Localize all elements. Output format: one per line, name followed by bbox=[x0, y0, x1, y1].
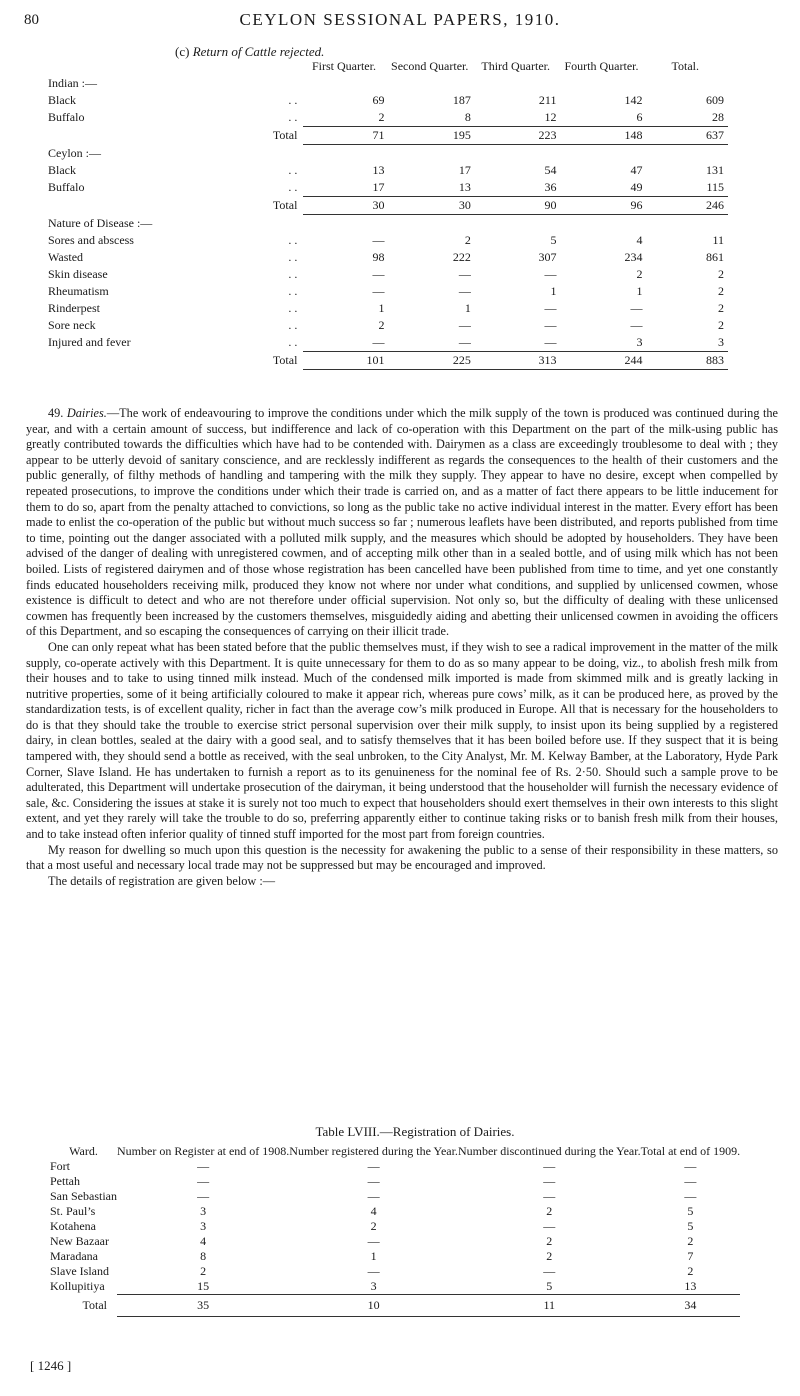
row-label: Injured and fever bbox=[48, 335, 131, 350]
table-row bbox=[50, 1219, 740, 1234]
table-row bbox=[48, 162, 728, 179]
table-cell: 8 bbox=[200, 1249, 207, 1263]
table-row bbox=[48, 249, 728, 266]
row-label-spacer bbox=[48, 352, 241, 370]
total-row bbox=[48, 352, 728, 370]
total-cell: 244 bbox=[560, 352, 646, 370]
column-header: Ward. bbox=[69, 1144, 98, 1158]
ward-name: Slave Island bbox=[50, 1264, 109, 1278]
table-cell: 1 bbox=[370, 1249, 377, 1263]
table-cell: 2 bbox=[718, 301, 724, 315]
paragraph-text: My reason for dwelling so much upon this question is the necessity for awakening the public to a sense of their responsibility in these matters, so that a most useful and necessary local trade may not be suppressed but may be encouraged and improved. bbox=[26, 842, 778, 873]
row-label: Buffalo bbox=[48, 110, 85, 125]
column-header: Total. bbox=[671, 59, 700, 73]
table-row bbox=[50, 1174, 740, 1189]
ward-name: Fort bbox=[50, 1159, 71, 1173]
row-dots: . . bbox=[288, 93, 298, 107]
row-dots: . . bbox=[288, 233, 298, 247]
table-cell: 131 bbox=[706, 163, 724, 177]
table-cell: — bbox=[197, 1189, 210, 1203]
table-cell: 3 bbox=[200, 1219, 207, 1233]
table-cell: 4 bbox=[370, 1204, 377, 1218]
table-cell: — bbox=[367, 1189, 380, 1203]
paragraph-text: The details of registration are given below :— bbox=[48, 873, 276, 888]
cattle-table-prefix: (c) bbox=[175, 44, 190, 59]
table-cell: 234 bbox=[624, 250, 643, 264]
row-dots: . . bbox=[288, 250, 298, 264]
row-label: Wasted bbox=[48, 250, 84, 264]
table-cell: 12 bbox=[475, 109, 561, 127]
row-dots: . . bbox=[288, 301, 298, 315]
table-row bbox=[50, 1189, 740, 1204]
table-cell: 54 bbox=[544, 163, 557, 177]
table-cell: — bbox=[367, 1159, 380, 1173]
row-dots: . . bbox=[288, 163, 298, 177]
total-cell: 96 bbox=[560, 197, 646, 215]
table-row bbox=[48, 92, 728, 109]
table-row bbox=[50, 1159, 740, 1174]
table-cell: — bbox=[543, 1159, 556, 1173]
header-spacer bbox=[48, 58, 241, 75]
total-cell: 195 bbox=[389, 127, 475, 145]
table-cell: 3 bbox=[200, 1204, 207, 1218]
row-label: Sore neck bbox=[48, 318, 96, 332]
table-cell: — bbox=[543, 1189, 556, 1203]
table-cell: 2 bbox=[546, 1249, 553, 1263]
table-cell: 17 bbox=[303, 179, 388, 197]
table-cell: — bbox=[303, 334, 388, 352]
table-cell: 2 bbox=[200, 1264, 207, 1278]
total-row bbox=[48, 127, 728, 145]
table-row bbox=[50, 1204, 740, 1219]
table-cell: — bbox=[458, 284, 471, 298]
total-cell: 246 bbox=[647, 197, 728, 215]
table-cell: — bbox=[458, 267, 471, 281]
total-cell: 148 bbox=[560, 127, 646, 145]
table-row bbox=[48, 232, 728, 249]
total-label: Total bbox=[82, 1298, 107, 1312]
table-cell: — bbox=[630, 318, 643, 332]
ward-name: San Sebastian bbox=[50, 1189, 117, 1203]
table-cell: — bbox=[684, 1174, 697, 1188]
table-cell: 222 bbox=[452, 250, 471, 264]
table-cell: 2 bbox=[636, 267, 643, 281]
paragraph bbox=[26, 874, 778, 890]
table-cell: — bbox=[630, 301, 643, 315]
table-row bbox=[48, 283, 728, 300]
table-cell: 15 bbox=[117, 1279, 289, 1295]
row-dots: . . bbox=[288, 110, 298, 125]
total-cell: 34 bbox=[641, 1295, 740, 1317]
cattle-rejected-table bbox=[48, 58, 728, 370]
total-cell: 883 bbox=[647, 352, 728, 370]
table-cell: — bbox=[544, 267, 557, 281]
table-row bbox=[48, 317, 728, 334]
table-row bbox=[48, 334, 728, 352]
paragraph bbox=[26, 406, 778, 640]
table-row bbox=[50, 1234, 740, 1249]
cattle-table-header-row bbox=[48, 58, 728, 75]
table-cell: 5 bbox=[687, 1219, 694, 1233]
total-cell: 71 bbox=[303, 127, 388, 145]
total-cell: 637 bbox=[647, 127, 728, 145]
ward-name: Kotahena bbox=[50, 1219, 96, 1233]
table-cell: — bbox=[544, 318, 557, 332]
table-cell: — bbox=[197, 1159, 210, 1173]
group-heading: Ceylon :— bbox=[48, 146, 101, 160]
row-label: Rinderpest bbox=[48, 301, 100, 315]
table-cell: 1 bbox=[550, 284, 557, 298]
table-cell: 2 bbox=[370, 1219, 377, 1233]
table-row bbox=[50, 1249, 740, 1264]
table-cell: 2 bbox=[687, 1264, 694, 1278]
total-label: Total bbox=[272, 128, 298, 142]
section-49-text bbox=[26, 406, 778, 889]
total-cell: 11 bbox=[458, 1295, 641, 1317]
ward-name: Kollupitiya bbox=[50, 1279, 105, 1294]
table-cell: 13 bbox=[372, 163, 385, 177]
total-row bbox=[48, 197, 728, 215]
column-header: Number registered during the Year. bbox=[289, 1144, 458, 1158]
section-heading: Dairies. bbox=[66, 406, 107, 420]
table-cell: 2 bbox=[687, 1234, 694, 1248]
column-header: Number on Register at end of 1908. bbox=[117, 1144, 290, 1158]
table-cell: — bbox=[367, 1174, 380, 1188]
table-cell: 115 bbox=[647, 179, 728, 197]
table-cell: 2 bbox=[718, 267, 724, 281]
table-cell: 47 bbox=[630, 163, 643, 177]
table-cell: 2 bbox=[718, 318, 724, 332]
table-cell: 2 bbox=[718, 284, 724, 298]
page-number: 80 bbox=[24, 12, 39, 28]
row-dots: . . bbox=[288, 180, 298, 195]
group-heading: Nature of Disease :— bbox=[48, 216, 153, 230]
paragraph-text: One can only repeat what has been stated before that the public themselves must, if they wish to see a radical improvement in the matter of the milk supply, co-operate actively with this Department. It is quite unnecessary for them to do as so many appear to be doing, viz., to abolish fresh milk from their houses and to take to using tinned milk instead. Much of the condensed milk imported is made from skimmed milk and is greatly lacking in nutritive properties, some of it being artificially coloured to make it appear rich, whereas pure cows’ milk, as it can be produced here, as proved by the standardization tests, is of excellent quality, richer in fact than the average cow’s milk produced in Europe. All that is necessary for the householders to do is that they should take the trouble to exercise strict personal supervision over their milk supply, to insist upon its being supplied by a registered dairy, in clean bottles, sealed at the dairy with a good seal, and to satisfy themselves that it has been boiled before use. If they suspect that it is being tampered with, they should send a bottle as received, with the seal unbroken, to the City Analyst, Mr. M. Kelway Bamber, at the Laboratory, Hyde Park Corner, Slave Island. He has undertaken to furnish a report as to its genuineness for the nominal fee of Rs. 2·50. Should such a sample prove to be adulterated, this Department will undertake prosecution of the dairyman, it being understood that the householder will furnish the necessary evidence of sale, &c. Considering the issues at stake it is surely not too much to expect that householders should exert themselves in their own interests to this slight extent, and yet they rarely will take the trouble to do so, preferring apparently either to continue taking risks or to banish fresh milk from their houses, and to take instead often inferior quality of tinned stuff imported for the most part from foreign countries. bbox=[26, 639, 778, 842]
ward-name: Pettah bbox=[50, 1174, 80, 1188]
table-cell: 5 bbox=[687, 1204, 694, 1218]
row-dots: . . bbox=[288, 267, 298, 281]
table-row bbox=[48, 179, 728, 197]
table-cell: 3 bbox=[560, 334, 646, 352]
table-cell: 307 bbox=[538, 250, 557, 264]
total-row bbox=[50, 1295, 740, 1317]
table-cell: — bbox=[372, 284, 385, 298]
table-cell: — bbox=[389, 334, 475, 352]
total-cell: 101 bbox=[303, 352, 388, 370]
table-cell: — bbox=[543, 1219, 556, 1233]
table-cell: 5 bbox=[458, 1279, 641, 1295]
table-cell: 36 bbox=[475, 179, 561, 197]
row-label: Skin disease bbox=[48, 267, 108, 281]
table-cell: 13 bbox=[641, 1279, 740, 1295]
table-cell: 861 bbox=[706, 250, 724, 264]
table-cell: 4 bbox=[636, 233, 643, 247]
table-cell: — bbox=[684, 1189, 697, 1203]
paragraph bbox=[26, 843, 778, 874]
dairy-registration-table bbox=[50, 1144, 740, 1317]
ward-name: Maradana bbox=[50, 1249, 98, 1263]
table-cell: 187 bbox=[452, 93, 471, 107]
table-cell: 211 bbox=[538, 93, 557, 107]
table-cell: — bbox=[475, 334, 561, 352]
table-cell: 6 bbox=[560, 109, 646, 127]
table-row bbox=[50, 1279, 740, 1295]
table-cell: 13 bbox=[389, 179, 475, 197]
table-cell: 2 bbox=[546, 1234, 553, 1248]
table-cell: 69 bbox=[372, 93, 385, 107]
group-heading: Indian :— bbox=[48, 76, 97, 90]
table-cell: — bbox=[458, 318, 471, 332]
row-dots: . . bbox=[288, 284, 298, 298]
table-cell: 17 bbox=[458, 163, 471, 177]
column-header: Number discontinued during the Year. bbox=[457, 1144, 641, 1158]
total-cell: 225 bbox=[389, 352, 475, 370]
column-header: Second Quarter. bbox=[391, 59, 469, 73]
group-heading-row bbox=[48, 215, 728, 233]
total-label: Total bbox=[272, 198, 298, 212]
dairy-table-title: Table LVIII.—Registration of Dairies. bbox=[315, 1124, 515, 1139]
table-cell: — bbox=[367, 1234, 380, 1248]
table-cell: 2 bbox=[464, 233, 471, 247]
ward-name: New Bazaar bbox=[50, 1234, 109, 1248]
table-cell: 142 bbox=[624, 93, 643, 107]
total-cell: 90 bbox=[475, 197, 561, 215]
header-spacer bbox=[241, 58, 303, 75]
row-label: Sores and abscess bbox=[48, 233, 134, 247]
table-cell: 2 bbox=[378, 318, 385, 332]
table-row bbox=[48, 266, 728, 283]
table-cell: 3 bbox=[647, 334, 728, 352]
table-cell: — bbox=[543, 1174, 556, 1188]
row-dots: . . bbox=[288, 335, 298, 350]
table-cell: 7 bbox=[687, 1249, 694, 1263]
paragraph-text: —The work of endeavouring to improve the conditions under which the milk supply of the town is produced was continued during the year, and with a certain amount of success, but indifference and lack of co-operation with this Department on the part of the milk-using public has greatly contributed towards the difficulties which have had to be contended with. Dairymen as a class are exceedingly troublesome to deal with ; they appear to be utterly devoid of sanitary conscience, and are recklessly indifferent as regards the consequences to the health of their customers and the public generally, of filthy methods of handling and tampering with the milk they supply. They appear to have no desire, except when compelled by repeated prosecutions, to improve the conditions under which their trade is carried on, and as a matter of fact there appears to be little inducement for them to do so, apart from the penalty attached to convictions, so long as the public take no active individual interest in the matter. Every effort has been made to enlist the co-operation of the public but without much success so far ; numerous leaflets have been distributed, and reports published from time to time, pointing out the danger associated with a polluted milk supply, and the measures which should be adopted by householders. They have been advised of the danger of dealing with unregistered cowmen, and of accepting milk other than in a sealed bottle, and of using milk which has not been boiled. Lists of registered dairymen and of those whose registration has been cancelled have been published from time to time, and yet one constantly finds educated householders receiving milk, produced they know not where nor under what conditions, and supplied by unlicensed cowmen, whose existence is difficult to detect and who are not therefore under official supervision. Not only so, but the difficulty of dealing with these unlicensed cowmen has frequently been increased by the customers themselves, misguidedly aiding and abetting their unlicensed cowmen in avoiding the officers of this Department, and so escaping the consequences of carrying on their illicit trade. bbox=[26, 406, 778, 639]
total-cell: 223 bbox=[475, 127, 561, 145]
table-cell: — bbox=[543, 1264, 556, 1278]
table-row bbox=[50, 1264, 740, 1279]
table-row bbox=[48, 300, 728, 317]
row-label: Black bbox=[48, 93, 76, 107]
row-label: Black bbox=[48, 163, 76, 177]
total-cell: 30 bbox=[303, 197, 388, 215]
table-cell: 11 bbox=[712, 233, 724, 247]
row-label-spacer bbox=[48, 197, 241, 215]
ward-name: St. Paul’s bbox=[50, 1204, 96, 1218]
table-cell: — bbox=[367, 1264, 380, 1278]
table-cell: 4 bbox=[200, 1234, 207, 1248]
column-header: Third Quarter. bbox=[481, 59, 551, 73]
table-cell: — bbox=[684, 1159, 697, 1173]
dairy-registration-block bbox=[50, 1124, 740, 1317]
paragraph bbox=[26, 640, 778, 843]
running-head: CEYLON SESSIONAL PAPERS, 1910. bbox=[239, 10, 561, 29]
total-cell: 313 bbox=[475, 352, 561, 370]
row-label: Buffalo bbox=[48, 180, 85, 195]
page-header bbox=[24, 8, 776, 38]
group-heading-row bbox=[48, 75, 728, 92]
table-cell: — bbox=[544, 301, 557, 315]
column-header: Total at end of 1909. bbox=[640, 1144, 741, 1158]
row-label: Rheumatism bbox=[48, 284, 109, 298]
table-cell: — bbox=[197, 1174, 210, 1188]
table-cell: 1 bbox=[378, 301, 385, 315]
column-header: First Quarter. bbox=[311, 59, 376, 73]
table-cell: 5 bbox=[550, 233, 557, 247]
total-cell: 30 bbox=[389, 197, 475, 215]
total-cell: 35 bbox=[117, 1295, 289, 1317]
cattle-table-title-text: Return of Cattle rejected. bbox=[192, 44, 325, 59]
total-cell: 10 bbox=[289, 1295, 458, 1317]
table-cell: 1 bbox=[464, 301, 471, 315]
page-footer: [ 1246 ] bbox=[30, 1358, 72, 1373]
table-cell: 3 bbox=[289, 1279, 458, 1295]
table-cell: 98 bbox=[372, 250, 385, 264]
table-cell: 2 bbox=[546, 1204, 553, 1218]
total-label: Total bbox=[272, 353, 298, 367]
dairy-table-header-row bbox=[50, 1144, 740, 1159]
section-number: 49. bbox=[48, 406, 64, 420]
table-cell: 609 bbox=[706, 93, 724, 107]
table-cell: 1 bbox=[636, 284, 643, 298]
table-cell: 28 bbox=[647, 109, 728, 127]
row-dots: . . bbox=[288, 318, 298, 332]
column-header: Fourth Quarter. bbox=[564, 59, 639, 73]
table-cell: — bbox=[372, 233, 385, 247]
table-cell: — bbox=[372, 267, 385, 281]
table-cell: 2 bbox=[303, 109, 388, 127]
row-label-spacer bbox=[48, 127, 241, 145]
table-row bbox=[48, 109, 728, 127]
table-cell: 8 bbox=[389, 109, 475, 127]
table-cell: 49 bbox=[560, 179, 646, 197]
group-heading-row bbox=[48, 145, 728, 163]
